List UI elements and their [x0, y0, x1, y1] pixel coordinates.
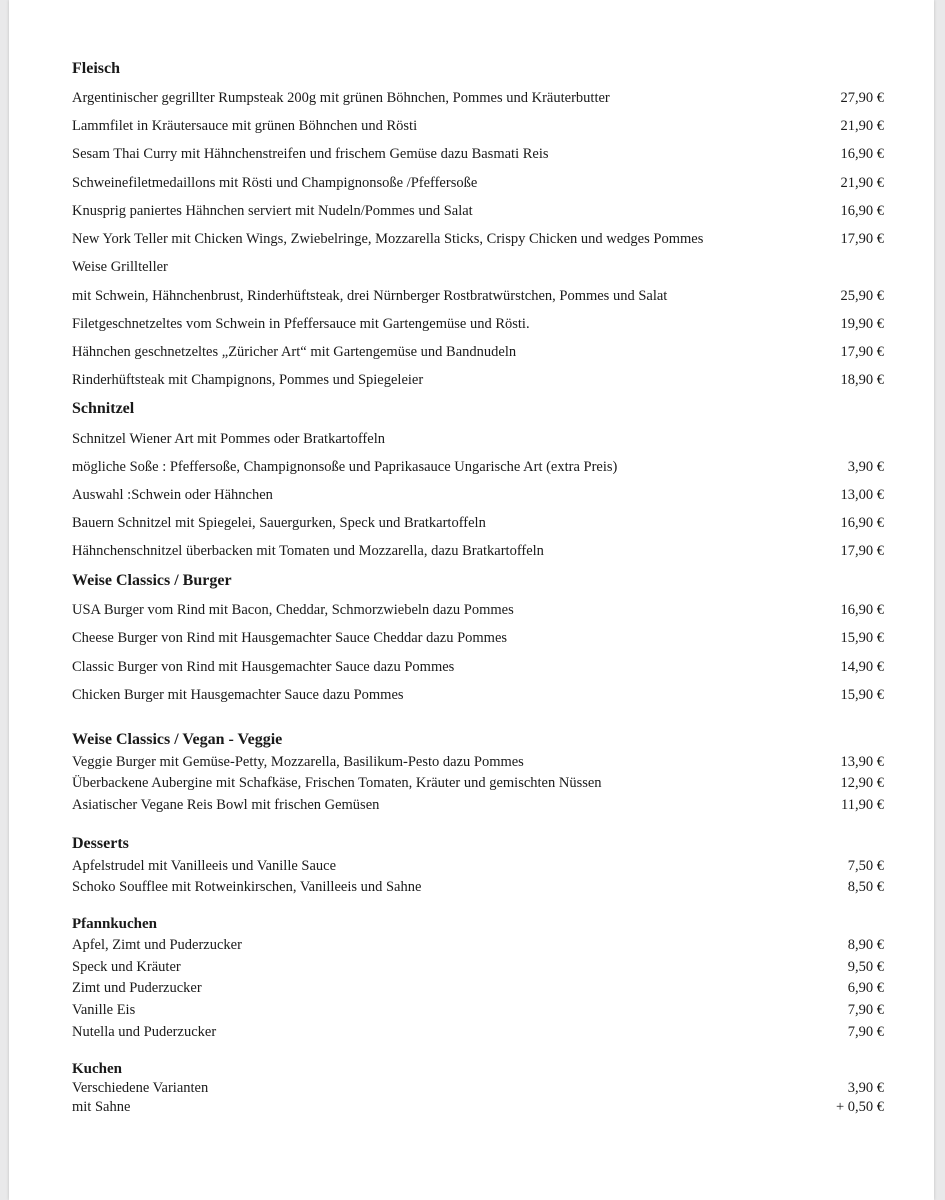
item-price: 3,90 € — [847, 1080, 884, 1096]
item-name: Apfel, Zimt und Puderzucker — [72, 937, 242, 953]
item-price: 7,90 € — [847, 1024, 884, 1040]
item-name: New York Teller mit Chicken Wings, Zwiebelringe, Mozzarella Sticks, Crispy Chicken und wedges Pommes — [72, 231, 704, 247]
menu-item — [72, 173, 884, 193]
menu-item — [72, 257, 884, 277]
item-name: Weise Grillteller — [72, 259, 168, 275]
menu-item — [72, 457, 884, 477]
section-title-schnitzel: Schnitzel — [72, 400, 135, 417]
item-name: mit Sahne — [72, 1099, 131, 1115]
item-name: Lammfilet in Kräutersauce mit grünen Böhnchen und Rösti — [72, 118, 418, 134]
menu-item — [72, 752, 884, 772]
item-name: Zimt und Puderzucker — [72, 980, 202, 996]
menu-item — [72, 485, 884, 505]
item-name: Veggie Burger mit Gemüse-Petty, Mozzarella, Basilikum-Pesto dazu Pommes — [72, 754, 524, 770]
menu-item — [72, 201, 884, 221]
item-price: 7,90 € — [847, 1002, 884, 1018]
item-price: 19,90 € — [840, 316, 884, 332]
menu-item — [72, 286, 884, 306]
menu-item — [72, 229, 884, 249]
menu-item — [72, 370, 884, 390]
item-price: 17,90 € — [840, 344, 884, 360]
item-name: Hähnchenschnitzel überbacken mit Tomaten und Mozzarella, dazu Bratkartoffeln — [72, 543, 544, 559]
menu-item — [72, 88, 884, 108]
menu-item — [72, 685, 884, 705]
item-name: mit Schwein, Hähnchenbrust, Rinderhüftsteak, drei Nürnberger Rostbratwürstchen, Pommes und Salat — [72, 288, 668, 304]
item-name: Cheese Burger von Rind mit Hausgemachter Sauce Cheddar dazu Pommes — [72, 630, 508, 646]
menu-item — [72, 1097, 884, 1117]
item-name: mögliche Soße : Pfeffersoße, Champignonsoße und Paprikasauce Ungarische Art (extra Preis) — [72, 459, 618, 475]
item-price: 17,90 € — [840, 231, 884, 247]
item-name: Speck und Kräuter — [72, 959, 181, 975]
item-price: 27,90 € — [840, 90, 884, 106]
item-price: 15,90 € — [840, 687, 884, 703]
item-price: 21,90 € — [840, 118, 884, 134]
item-name: Filetgeschnetzeltes vom Schwein in Pfeffersauce mit Gartengemüse und Rösti. — [72, 316, 530, 332]
item-price: 13,90 € — [840, 754, 884, 770]
menu-item — [72, 935, 884, 955]
item-name: Chicken Burger mit Hausgemachter Sauce dazu Pommes — [72, 687, 404, 703]
menu-item — [72, 600, 884, 620]
item-name: Apfelstrudel mit Vanilleeis und Vanille Sauce — [72, 858, 337, 874]
item-name: Schoko Soufflee mit Rotweinkirschen, Vanilleeis und Sahne — [72, 879, 422, 895]
menu-item — [72, 541, 884, 561]
menu-item — [72, 773, 884, 793]
item-name: Schweinefiletmedaillons mit Rösti und Champignonsoße /Pfeffersoße — [72, 175, 478, 191]
item-name: Schnitzel Wiener Art mit Pommes oder Bratkartoffeln — [72, 431, 385, 447]
item-price: + 0,50 € — [835, 1099, 884, 1115]
menu-item — [72, 877, 884, 897]
item-price: 25,90 € — [840, 288, 884, 304]
menu-item — [72, 144, 884, 164]
item-price: 16,90 € — [840, 515, 884, 531]
item-price: 12,90 € — [840, 775, 884, 791]
item-price: 9,50 € — [847, 959, 884, 975]
item-name: USA Burger vom Rind mit Bacon, Cheddar, Schmorzwiebeln dazu Pommes — [72, 602, 514, 618]
item-price: 3,90 € — [847, 459, 884, 475]
item-price: 21,90 € — [840, 175, 884, 191]
menu-item — [72, 116, 884, 136]
item-name: Rinderhüftsteak mit Champignons, Pommes und Spiegeleier — [72, 372, 424, 388]
item-price: 16,90 € — [840, 602, 884, 618]
menu-item — [72, 657, 884, 677]
menu-item — [72, 1078, 884, 1098]
menu-item — [72, 628, 884, 648]
section-title-pfannkuchen: Pfannkuchen — [72, 916, 158, 932]
section-title-fleisch: Fleisch — [72, 60, 120, 77]
item-price: 8,90 € — [847, 937, 884, 953]
menu-item — [72, 342, 884, 362]
item-name: Bauern Schnitzel mit Spiegelei, Sauergurken, Speck und Bratkartoffeln — [72, 515, 486, 531]
item-price: 11,90 € — [841, 797, 884, 813]
item-price: 16,90 € — [840, 203, 884, 219]
menu-item — [72, 314, 884, 334]
menu-page — [9, 0, 934, 1200]
item-price: 16,90 € — [840, 146, 884, 162]
item-price: 14,90 € — [840, 659, 884, 675]
section-title-kuchen: Kuchen — [72, 1061, 123, 1077]
item-price: 6,90 € — [847, 980, 884, 996]
menu-item — [72, 1000, 884, 1020]
menu-item — [72, 795, 884, 815]
item-name: Vanille Eis — [72, 1002, 136, 1018]
item-name: Knusprig paniertes Hähnchen serviert mit Nudeln/Pommes und Salat — [72, 203, 473, 219]
item-price: 7,50 € — [847, 858, 884, 874]
item-name: Verschiedene Varianten — [72, 1080, 209, 1096]
menu-item — [72, 856, 884, 876]
menu-item — [72, 978, 884, 998]
menu-item — [72, 957, 884, 977]
item-name: Argentinischer gegrillter Rumpsteak 200g mit grünen Böhnchen, Pommes und Kräuterbutter — [72, 90, 610, 106]
section-title-vegan-veggie: Weise Classics / Vegan - Veggie — [72, 731, 283, 748]
item-name: Hähnchen geschnetzeltes „Züricher Art“ mit Gartengemüse und Bandnudeln — [72, 344, 517, 360]
item-price: 18,90 € — [840, 372, 884, 388]
item-price: 15,90 € — [840, 630, 884, 646]
item-name: Sesam Thai Curry mit Hähnchenstreifen und frischem Gemüse dazu Basmati Reis — [72, 146, 549, 162]
section-title-burger: Weise Classics / Burger — [72, 572, 232, 589]
item-price: 13,00 € — [840, 487, 884, 503]
menu-item — [72, 513, 884, 533]
menu-item — [72, 429, 884, 449]
menu-item — [72, 1022, 884, 1042]
item-name: Asiatischer Vegane Reis Bowl mit frischen Gemüsen — [72, 797, 380, 813]
section-title-desserts: Desserts — [72, 835, 129, 852]
item-name: Auswahl :Schwein oder Hähnchen — [72, 487, 273, 503]
item-name: Classic Burger von Rind mit Hausgemachter Sauce dazu Pommes — [72, 659, 455, 675]
item-price: 17,90 € — [840, 543, 884, 559]
item-price: 8,50 € — [847, 879, 884, 895]
item-name: Überbackene Aubergine mit Schafkäse, Frischen Tomaten, Kräuter und gemischten Nüssen — [72, 775, 602, 791]
item-name: Nutella und Puderzucker — [72, 1024, 217, 1040]
